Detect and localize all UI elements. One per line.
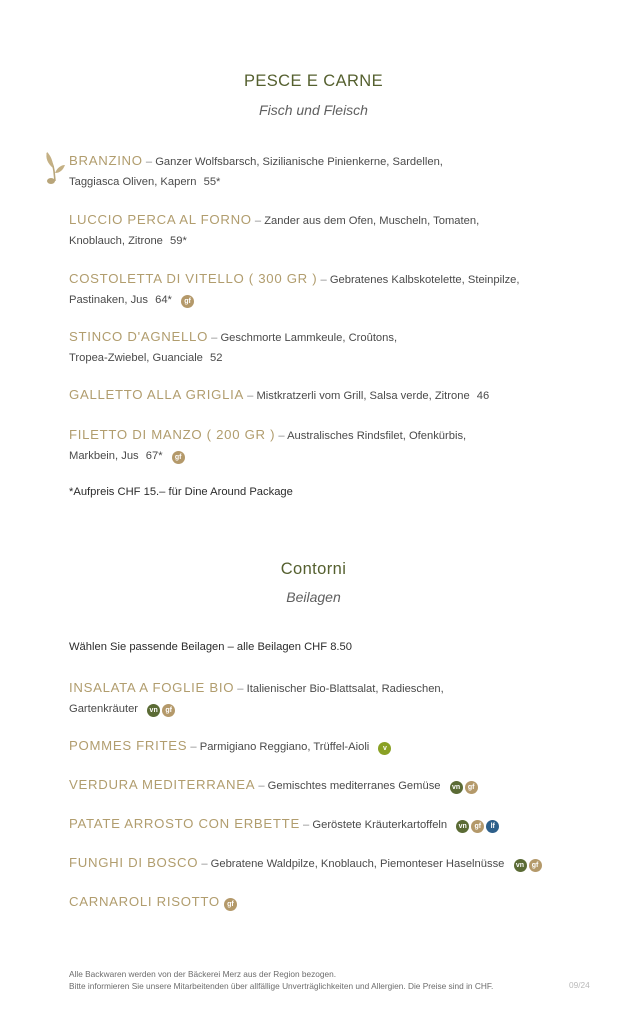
sides-intro: Wählen Sie passende Beilagen – alle Beilagen CHF 8.50	[69, 641, 352, 653]
dish-name: FILETTO DI MANZO ( 200 GR )	[69, 427, 276, 442]
dish-name: FUNGHI DI BOSCO	[69, 855, 199, 870]
dish-description: Italienischer Bio-Blattsalat, Radieschen,	[246, 683, 444, 695]
dish-name: CARNAROLI RISOTTO	[69, 894, 220, 909]
dish-price: 59*	[170, 235, 187, 247]
surcharge-note: *Aufpreis CHF 15.– für Dine Around Package	[69, 486, 293, 498]
dish-price: 46	[476, 390, 490, 402]
dish-description: Australisches Rindsfilet, Ofenkürbis,	[287, 430, 467, 442]
dish-name: PATATE ARROSTO CON ERBETTE	[69, 816, 300, 831]
section-subtitle-fisch-und-fleisch: Fisch und Fleisch	[259, 102, 368, 118]
dish-price: 52	[210, 352, 223, 364]
vegetarian-badge-icon: v	[378, 742, 391, 755]
vegan-badge-icon: vn	[456, 820, 469, 833]
vegan-badge-icon: vn	[450, 781, 463, 794]
dish-description: Geschmorte Lammkeule, Croûtons,	[220, 332, 398, 344]
footer-allergy-note: Bitte informieren Sie unsere Mitarbeitenden über allfällige Unverträglichkeiten und Allergien. Die Preise sind in CHF.	[69, 981, 494, 991]
dish-name: LUCCIO PERCA AL FORNO	[69, 212, 252, 227]
dish-description: Parmigiano Reggiano, Trüffel-Aioli	[199, 741, 370, 753]
dish-price: 67*	[145, 450, 163, 462]
gluten-free-badge-icon: gf	[181, 295, 194, 308]
gluten-free-badge-icon: gf	[465, 781, 478, 794]
menu-item-branzino: BRANZINO – Ganzer Wolfsbarsch, Sizilianische Pinienkerne, Sardellen, Taggiasca Oliven, Kapern 55*	[69, 153, 443, 188]
gluten-free-badge-icon: gf	[224, 898, 237, 911]
dish-name: STINCO D'AGNELLO	[69, 329, 209, 344]
dish-name: INSALATA A FOGLIE BIO	[69, 680, 235, 695]
page-number: 09/24	[569, 980, 590, 990]
menu-item-risotto	[69, 892, 569, 913]
dish-name: COSTOLETTA DI VITELLO ( 300 GR )	[69, 271, 318, 286]
menu-item-patate: PATATE ARROSTO CON ERBETTE – Geröstete Kräuterkartoffeln vn gf lf	[69, 814, 569, 835]
menu-item-verdura: VERDURA MEDITERRANEA – Gemischtes mediterranes Gemüse vn gf	[69, 775, 569, 796]
dish-description: Gemischtes mediterranes Gemüse	[267, 780, 441, 792]
vegan-badge-icon: vn	[147, 704, 160, 717]
dish-description: Ganzer Wolfsbarsch, Sizilianische Pinienkerne, Sardellen,	[155, 156, 443, 168]
menu-item-luccio-perca: LUCCIO PERCA AL FORNO – Zander aus dem Ofen, Muscheln, Tomaten, Knoblauch, Zitrone 59*	[69, 212, 480, 247]
menu-item-pommes-frites: POMMES FRITES – Parmigiano Reggiano, Trüffel-Aioli v	[69, 736, 569, 757]
dish-price: 55*	[203, 176, 221, 188]
vegan-badge-icon: vn	[514, 859, 527, 872]
menu-item-galletto: GALLETTO ALLA GRIGLIA – Mistkratzerli vom Grill, Salsa verde, Zitrone 46	[69, 387, 490, 402]
dish-name: BRANZINO	[69, 153, 143, 168]
dish-description: Zander aus dem Ofen, Muscheln, Tomaten,	[264, 215, 480, 227]
dish-description: Gebratene Waldpilze, Knoblauch, Piemonteser Haselnüsse	[210, 858, 505, 870]
dish-name: POMMES FRITES	[69, 738, 188, 753]
gluten-free-badge-icon: gf	[471, 820, 484, 833]
gluten-free-badge-icon: gf	[162, 704, 175, 717]
gluten-free-badge-icon: gf	[529, 859, 542, 872]
dish-price: 64*	[155, 294, 172, 306]
menu-item-funghi: FUNGHI DI BOSCO – Gebratene Waldpilze, Knoblauch, Piemonteser Haselnüsse vn gf	[69, 853, 589, 874]
dish-description: Gebratenes Kalbskotelette, Steinpilze,	[329, 274, 520, 286]
dish-name: GALLETTO ALLA GRIGLIA	[69, 387, 244, 402]
lactose-free-badge-icon: lf	[486, 820, 499, 833]
dish-description: Mistkratzerli vom Grill, Salsa verde, Zitrone	[256, 390, 470, 402]
section-subtitle-beilagen: Beilagen	[286, 589, 341, 605]
footer-bakery-note: Alle Backwaren werden von der Bäckerei Merz aus der Region bezogen.	[69, 969, 337, 979]
gluten-free-badge-icon: gf	[172, 451, 185, 464]
menu-item-insalata: INSALATA A FOGLIE BIO – Italienischer Bio-Blattsalat, Radieschen, Gartenkräuter vn gf	[69, 680, 444, 715]
menu-item-filetto: FILETTO DI MANZO ( 200 GR ) – Australisches Rindsfilet, Ofenkürbis, Markbein, Jus 67* gf	[69, 427, 467, 462]
olive-branch-icon	[44, 151, 66, 185]
section-title-contorni: Contorni	[280, 560, 347, 578]
footer-notes	[69, 968, 493, 992]
menu-item-costoletta: COSTOLETTA DI VITELLO ( 300 GR ) – Gebratenes Kalbskotelette, Steinpilze, Pastinaken, Jus 64* gf	[69, 271, 520, 306]
dish-name: VERDURA MEDITERRANEA	[69, 777, 256, 792]
menu-item-stinco: STINCO D'AGNELLO – Geschmorte Lammkeule, Croûtons, Tropea-Zwiebel, Guanciale 52	[69, 329, 398, 364]
dish-description: Geröstete Kräuterkartoffeln	[312, 819, 448, 831]
section-title-pesce-e-carne: PESCE E CARNE	[243, 72, 384, 90]
